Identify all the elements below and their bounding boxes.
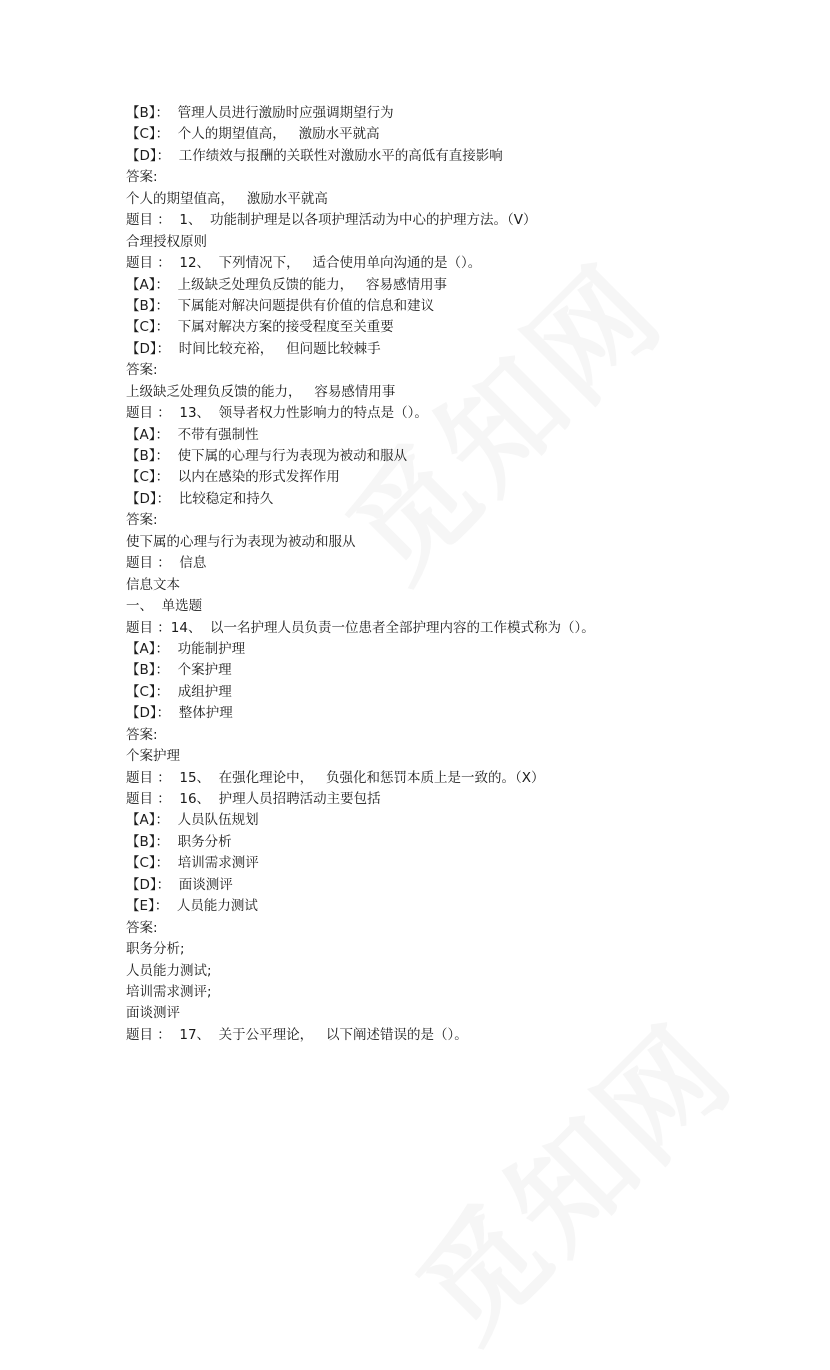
text-line: 【E】： 人员能力测试: [126, 898, 258, 915]
text-line: 答案:: [126, 362, 158, 379]
text-line: 合理授权原则: [126, 233, 207, 250]
text-line: 人员能力测试;: [126, 962, 212, 979]
text-line: 【B】： 个案护理: [126, 662, 232, 679]
document-body: [126, 103, 766, 1046]
text-line: 【A】： 功能制护理: [126, 640, 246, 657]
text-line: 题目 ：14、 以一名护理人员负责一位患者全部护理内容的工作模式称为（）。: [126, 619, 595, 636]
text-line: 答案:: [126, 512, 158, 529]
text-line: 【D】： 比较稳定和持久: [126, 490, 274, 507]
text-line: 【C】： 以内在感染的形式发挥作用: [126, 469, 340, 486]
text-line: 职务分析;: [126, 941, 185, 958]
text-line: 题目 ： 1、 功能制护理是以各项护理活动为中心的护理方法。（V）: [126, 212, 537, 229]
text-line: 面谈测评: [126, 1005, 180, 1022]
text-line: 【A】： 不带有强制性: [126, 426, 259, 443]
text-line: 【D】： 工作绩效与报酬的关联性对激励水平的高低有直接影响: [126, 147, 503, 164]
text-line: 【D】： 面谈测评: [126, 876, 233, 893]
text-line: 【C】： 个人的期望值高， 激励水平就高: [126, 126, 380, 143]
text-line: 答案:: [126, 919, 158, 936]
text-line: 题目 ： 信息: [126, 555, 207, 572]
text-line: 个案护理: [126, 748, 180, 765]
text-line: 【B】： 使下属的心理与行为表现为被动和服从: [126, 448, 408, 464]
text-line: 【A】： 上级缺乏处理负反馈的能力， 容易感情用事: [126, 276, 447, 293]
text-line: 题目 ： 16、 护理人员招聘活动主要包括: [126, 791, 381, 807]
text-line: 【D】： 时间比较充裕， 但问题比较棘手: [126, 340, 381, 357]
text-line: 个人的期望值高， 激励水平就高: [126, 190, 328, 207]
text-line: 【C】： 培训需求测评: [126, 855, 259, 872]
text-line: 【C】： 成组护理: [126, 683, 232, 700]
text-line: 【B】： 管理人员进行激励时应强调期望行为: [126, 105, 394, 121]
text-line: 【B】： 下属能对解决问题提供有价值的信息和建议: [126, 297, 435, 314]
text-line: 【A】： 人员队伍规划: [126, 812, 259, 829]
text-line: 上级缺乏处理负反馈的能力， 容易感情用事: [126, 383, 396, 400]
text-line: 【B】： 职务分析: [126, 833, 232, 850]
text-line: 题目 ： 15、 在强化理论中， 负强化和惩罚本质上是一致的。（X）: [126, 769, 545, 786]
text-line: 答案:: [126, 169, 158, 186]
text-line: 题目 ： 13、 领导者权力性影响力的特点是（）。: [126, 405, 428, 422]
text-line: 题目 ： 17、 关于公平理论， 以下阐述错误的是（）。: [126, 1026, 468, 1043]
text-line: 培训需求测评;: [126, 983, 212, 1000]
text-line: 使下属的心理与行为表现为被动和服从: [126, 533, 356, 550]
text-line: 【C】： 下属对解决方案的接受程度至关重要: [126, 319, 394, 336]
text-line: 【D】： 整体护理: [126, 705, 233, 722]
text-line: 题目 ： 12、 下列情况下， 适合使用单向沟通的是（）。: [126, 255, 482, 272]
text-line: 一、 单选题: [126, 598, 203, 615]
text-line: 答案:: [126, 726, 158, 743]
text-line: 信息文本: [126, 576, 180, 593]
